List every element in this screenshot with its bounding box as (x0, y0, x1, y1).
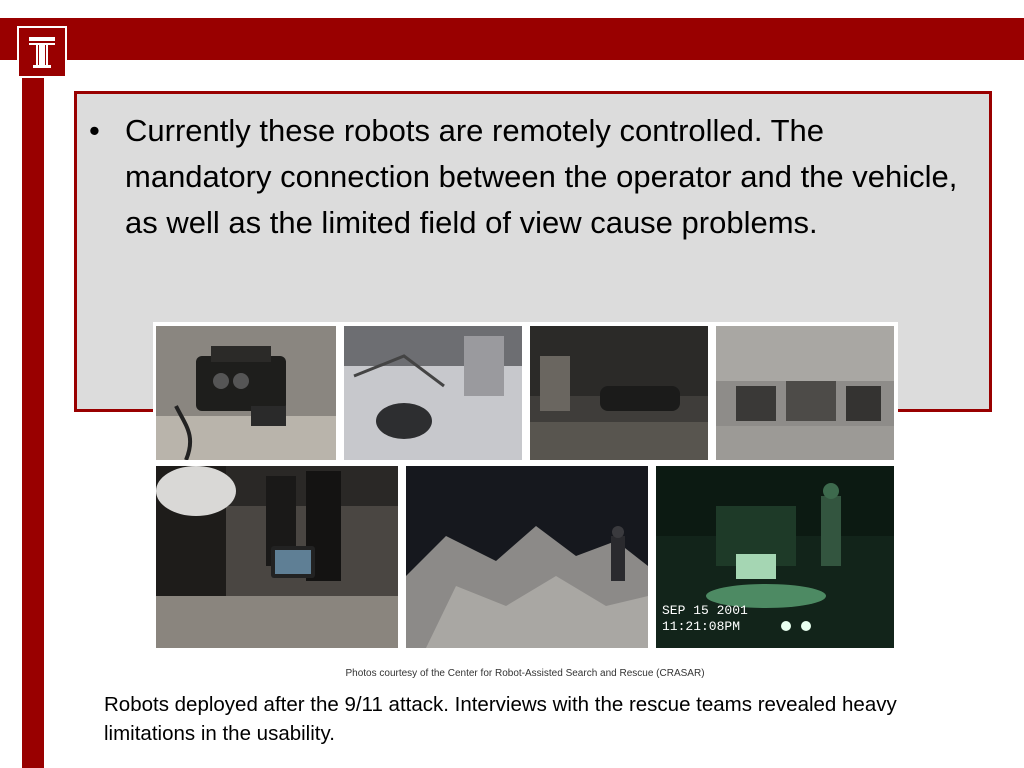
photo-robots-group (716, 326, 894, 460)
top-brand-bar (0, 18, 1024, 60)
photo-credit: Photos courtesy of the Center for Robot-Assisted Search and Rescue (CRASAR) (345, 668, 705, 679)
photo-rubble-rescuer (406, 466, 648, 648)
photo-night-vision (656, 466, 894, 648)
photo-robot-debris (344, 326, 522, 460)
bullet-item (89, 108, 969, 246)
photo-collage (153, 322, 898, 650)
bullet-text: Currently these robots are remotely controlled. The mandatory connection between the operator and the vehicle, as well as the limited field of view cause problems. (125, 113, 958, 240)
photo-robot-tracked (530, 326, 708, 460)
timestamp-time: 11:21:08PM (662, 619, 741, 634)
slide-caption: Robots deployed after the 9/11 attack. Interviews with the rescue teams revealed heavy limitations in the usability. (104, 693, 897, 745)
temple-t-logo-icon (17, 26, 67, 78)
photo-operator-display (156, 466, 398, 648)
photo-robot-closeup (156, 326, 336, 460)
bullet-point-icon: • (89, 113, 100, 148)
left-brand-bar (22, 18, 44, 768)
timestamp-date: SEP 15 2001 (662, 603, 748, 618)
